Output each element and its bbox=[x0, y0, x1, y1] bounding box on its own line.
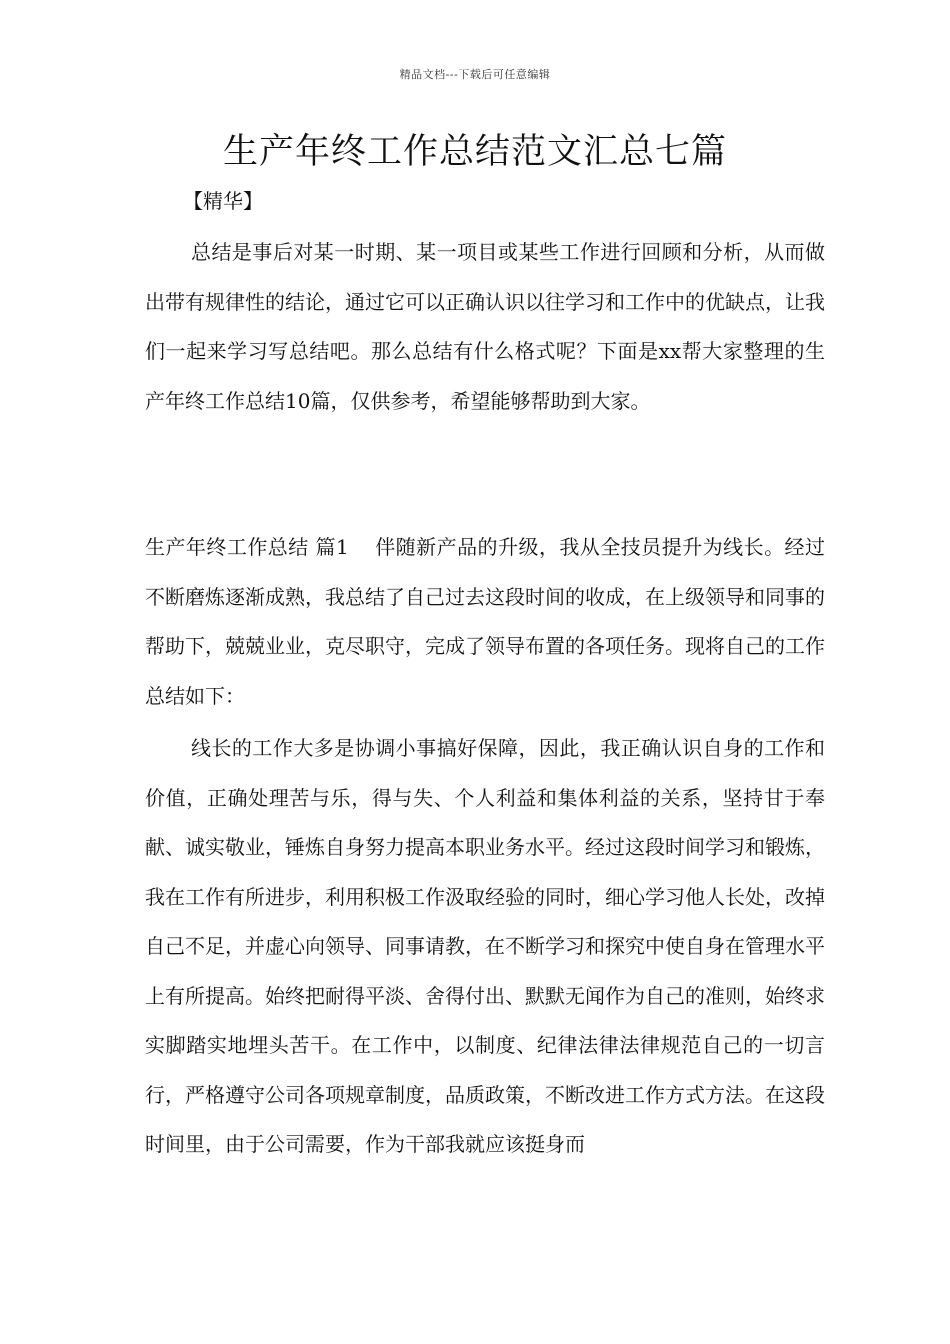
section-1-title: 生产年终工作总结 篇1 bbox=[145, 535, 349, 559]
section-1 bbox=[145, 523, 825, 721]
document-title: 生产年终工作总结范文汇总七篇 bbox=[222, 132, 727, 172]
document-tag: 【精华】 bbox=[183, 189, 263, 213]
section-1-lead: 伴随新产品的升级，我从全技员提升为线长。经过不断磨炼逐渐成熟，我总结了自己过去这段时间的收成，在上级领导和同事的帮助下，兢兢业业，克尽职守，完成了领导布置的各项任务。现将自己的工作总结如下： bbox=[145, 535, 825, 708]
header-note: 精品文档---下载后可任意编辑 bbox=[399, 68, 551, 81]
section-1-paragraph-2: 线长的工作大多是协调小事搞好保障，因此，我正确认识自身的工作和价值，正确处理苦与乐，得与失、个人利益和集体利益的关系，坚持甘于奉献、诚实敬业，锤炼自身努力提高本职业务水平。经过这段时间学习和锻炼，我在工作有所进步，利用积极工作汲取经验的同时，细心学习他人长处，改掉自己不足，并虚心向领导、同事请教，在不断学习和探究中使自身在管理水平上有所提高。始终把耐得平淡、舍得付出、默默无闻作为自己的准则，始终求实脚踏实地埋头苦干。在工作中，以制度、纪律法律法律规范自己的一切言行，严格遵守公司各项规章制度，品质政策，不断改进工作方式方法。在这段时间里，由于公司需要，作为干部我就应该挺身而 bbox=[145, 736, 825, 1156]
intro-paragraph: 总结是事后对某一时期、某一项目或某些工作进行回顾和分析，从而做出带有规律性的结论，通过它可以正确认识以往学习和工作中的优缺点，让我们一起来学习写总结吧。那么总结有什么格式呢？下面是xx帮大家整理的生产年终工作总结10篇，仅供参考，希望能够帮助到大家。 bbox=[145, 240, 825, 413]
